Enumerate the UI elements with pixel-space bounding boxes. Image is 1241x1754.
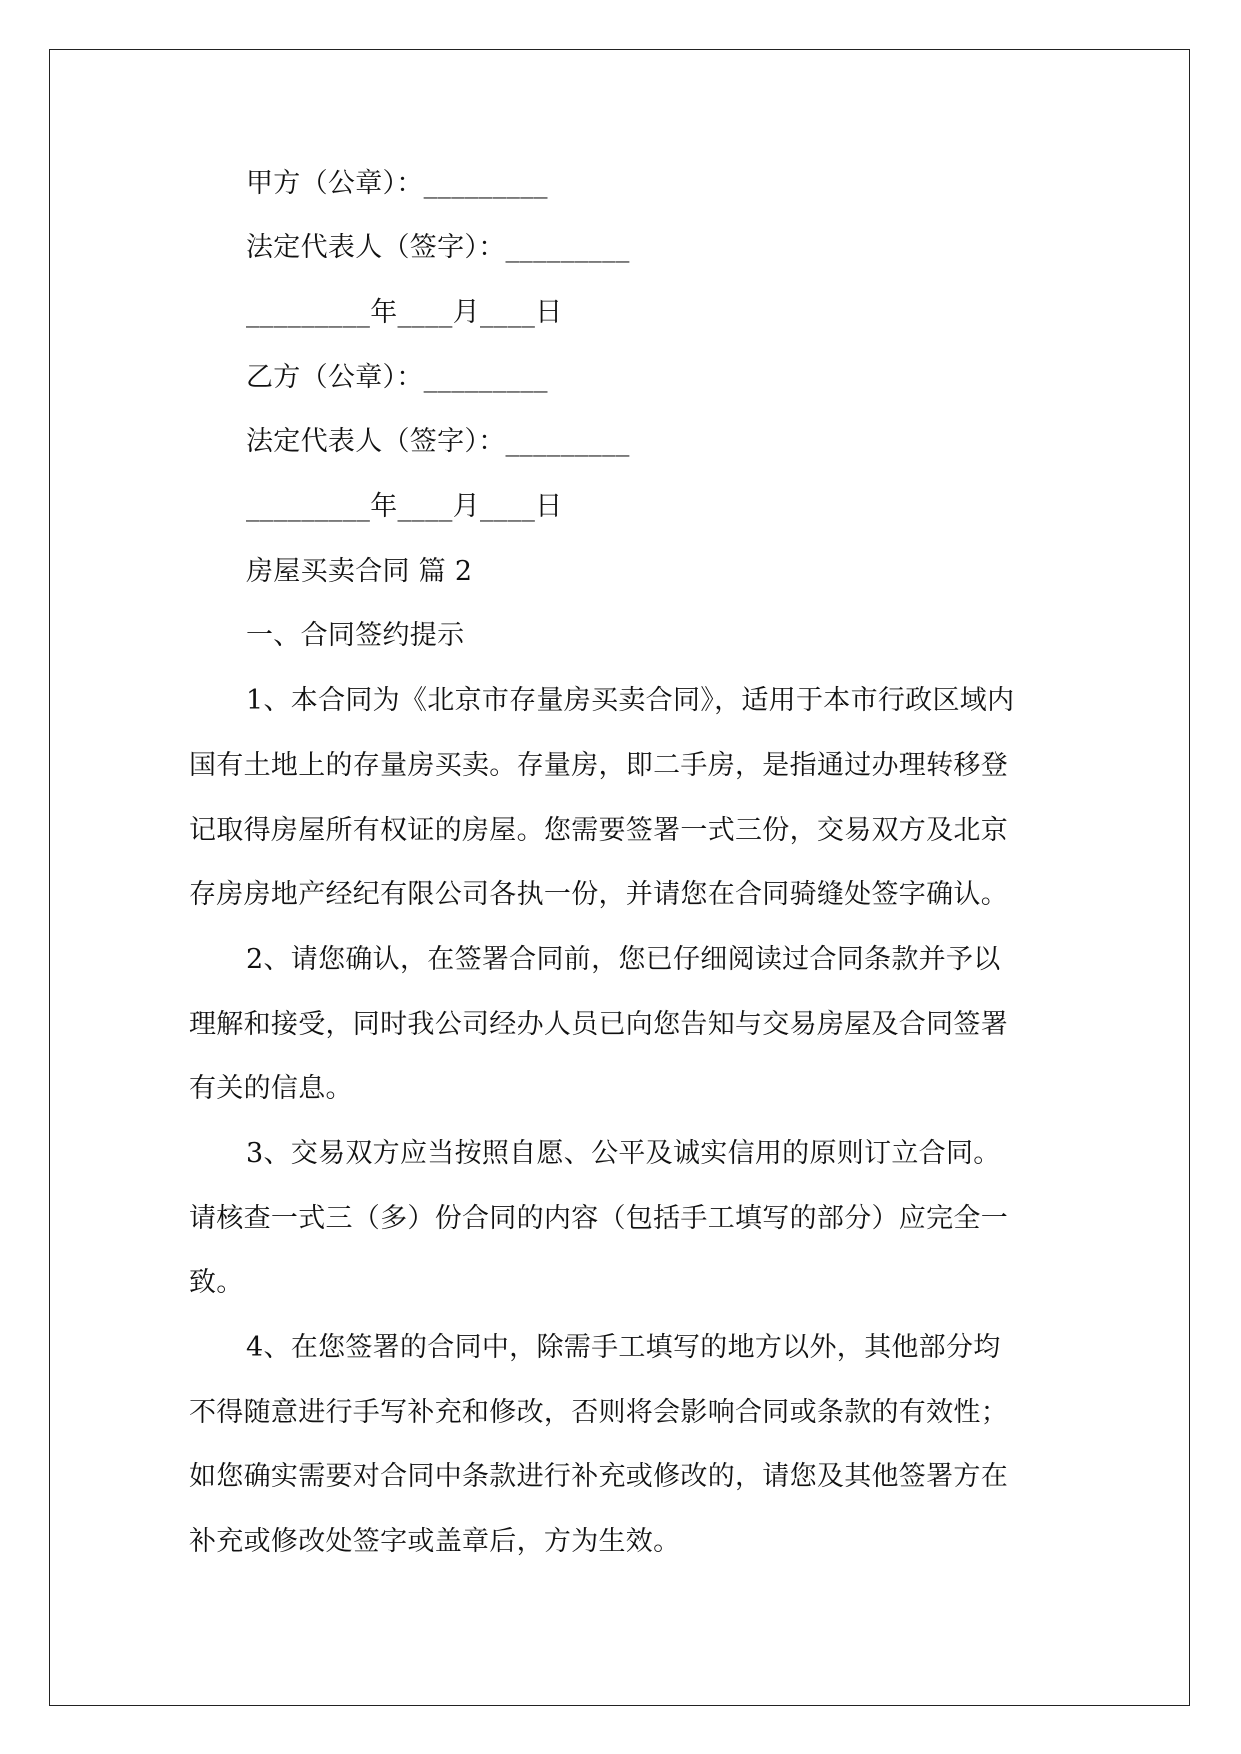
clause-4-line-1: 4、在您签署的合同中，除需手工填写的地方以外，其他部分均 [246, 1332, 1001, 1363]
clause-4-line-3: 如您确实需要对合同中条款进行补充或修改的，请您及其他签署方在 [189, 1461, 1008, 1492]
party-a-date-line: _________年____月____日 [246, 297, 563, 328]
clause-2-line-1: 2、请您确认，在签署合同前，您已仔细阅读过合同条款并予以 [246, 944, 1001, 975]
party-b-seal-line: 乙方（公章）：_________ [246, 362, 548, 393]
subheading: 一、合同签约提示 [246, 620, 465, 651]
party-a-seal-line: 甲方（公章）：_________ [246, 168, 548, 199]
clause-2-line-2: 理解和接受，同时我公司经办人员已向您告知与交易房屋及合同签署 [189, 1009, 1008, 1040]
clause-4-line-2: 不得随意进行手写补充和修改，否则将会影响合同或条款的有效性； [189, 1397, 1008, 1428]
clause-3-line-2: 请核查一式三（多）份合同的内容（包括手工填写的部分）应完全一 [189, 1203, 1008, 1234]
clause-2-line-3: 有关的信息。 [189, 1073, 353, 1104]
clause-3-line-3: 致。 [189, 1267, 244, 1298]
clause-3-line-1: 3、交易双方应当按照自愿、公平及诚实信用的原则订立合同。 [246, 1138, 1001, 1169]
party-a-representative-line: 法定代表人（签字）：_________ [246, 232, 630, 263]
clause-1-line-3: 记取得房屋所有权证的房屋。您需要签署一式三份，交易双方及北京 [189, 815, 1008, 846]
party-b-date-line: _________年____月____日 [246, 491, 563, 522]
clause-4-line-4: 补充或修改处签字或盖章后，方为生效。 [189, 1526, 681, 1557]
clause-1-line-2: 国有土地上的存量房买卖。存量房，即二手房，是指通过办理转移登 [189, 750, 1008, 781]
clause-1-line-1: 1、本合同为《北京市存量房买卖合同》，适用于本市行政区域内 [246, 685, 1015, 716]
section-title: 房屋买卖合同 篇 2 [246, 556, 473, 587]
clause-1-line-4: 存房房地产经纪有限公司各执一份，并请您在合同骑缝处签字确认。 [189, 879, 1008, 910]
party-b-representative-line: 法定代表人（签字）：_________ [246, 426, 630, 457]
